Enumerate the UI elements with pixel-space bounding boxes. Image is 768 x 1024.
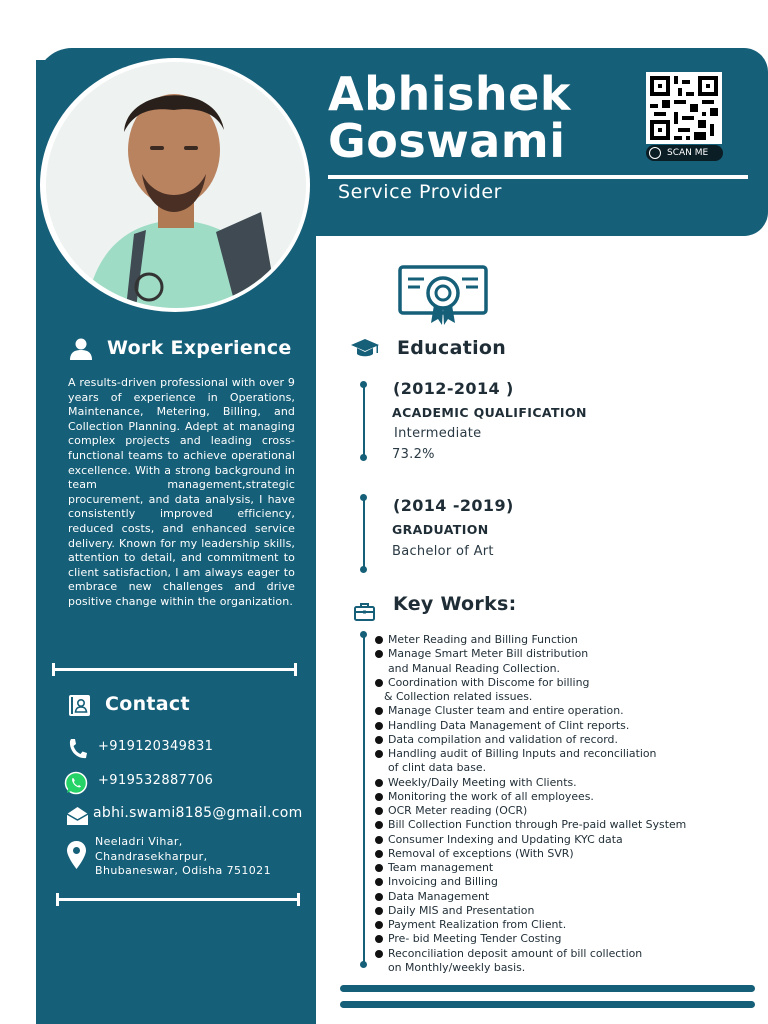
certificate-icon: [398, 265, 488, 327]
list-item: Handling audit of Billing Inputs and reconciliation: [374, 747, 754, 761]
divider-cap: [297, 893, 300, 906]
timeline-dot: [360, 381, 367, 388]
email-address[interactable]: abhi.swami8185@gmail.com: [93, 805, 303, 821]
profile-photo: [46, 62, 306, 308]
education-label: GRADUATION: [392, 522, 489, 537]
timeline-line: [363, 385, 365, 458]
divider-cap: [56, 893, 59, 906]
left-divider-bottom: [58, 898, 299, 901]
address-line: Bhubaneswar, Odisha 751021: [95, 864, 271, 877]
list-item: Manage Smart Meter Bill distribution: [374, 647, 754, 661]
address-line: Chandrasekharpur,: [95, 849, 208, 863]
briefcase-icon: [354, 602, 375, 621]
list-item: Bill Collection Function through Pre-paid wallet System: [374, 818, 754, 832]
key-works-title: Key Works:: [393, 593, 517, 615]
list-item: Team management: [374, 861, 754, 875]
list-item: Reconciliation deposit amount of bill collection: [374, 947, 754, 961]
timeline-dot: [360, 961, 367, 968]
list-item: Consumer Indexing and Updating KYC data: [374, 833, 754, 847]
timeline-dot: [360, 631, 367, 638]
list-item-continuation: of clint data base.: [388, 761, 487, 775]
first-name: Abhishek: [328, 67, 571, 121]
education-detail: Intermediate: [394, 426, 482, 441]
timeline-dot: [360, 494, 367, 501]
person-icon: [69, 338, 93, 360]
whatsapp-icon: [64, 771, 88, 795]
list-item: Data compilation and validation of record.: [374, 733, 754, 747]
education-years: (2014 -2019): [393, 496, 514, 515]
phone-icon: [67, 738, 87, 760]
whatsapp-number[interactable]: +919532887706: [98, 773, 214, 788]
education-years: (2012-2014 ): [393, 379, 514, 398]
address-line: Neeladri Vihar,: [95, 835, 183, 848]
list-item: Daily MIS and Presentation: [374, 904, 754, 918]
graduation-cap-icon: [350, 338, 380, 360]
list-item: Data Management: [374, 890, 754, 904]
list-item: Payment Realization from Client.: [374, 918, 754, 932]
timeline-line: [363, 636, 365, 964]
bottom-bar: [340, 1001, 755, 1008]
education-title: Education: [397, 337, 507, 359]
scan-me-badge: [646, 145, 723, 161]
job-role: Service Provider: [338, 181, 503, 203]
list-item: Weekly/Daily Meeting with Clients.: [374, 776, 754, 790]
education-detail: Bachelor of Art: [392, 544, 494, 559]
list-item: OCR Meter reading (OCR): [374, 804, 754, 818]
timeline-dot: [360, 566, 367, 573]
divider-cap: [294, 663, 297, 676]
divider-cap: [52, 663, 55, 676]
timeline-dot: [360, 454, 367, 461]
education-detail: 73.2%: [392, 447, 435, 462]
scan-me-label: SCAN ME: [667, 148, 709, 158]
list-item-continuation: on Monthly/weekly basis.: [388, 960, 526, 974]
list-item: Pre- bid Meeting Tender Costing: [374, 932, 754, 946]
envelope-icon: [66, 806, 89, 826]
list-item: Coordination with Discome for billing: [374, 676, 754, 690]
list-item: Meter Reading and Billing Function: [374, 633, 754, 647]
list-item: Monitoring the work of all employees.: [374, 790, 754, 804]
timeline-line: [363, 498, 365, 568]
contact-book-icon: [68, 694, 91, 717]
contact-title: Contact: [105, 693, 190, 715]
header-divider: [328, 175, 748, 179]
left-divider-top: [54, 668, 296, 671]
education-label: ACADEMIC QUALIFICATION: [392, 405, 587, 420]
qr-code-icon: [646, 72, 722, 144]
list-item-continuation: & Collection related issues.: [384, 690, 533, 703]
scan-pointer-icon: [649, 147, 661, 159]
work-summary: A results-driven professional with over 9 years of experience in Operations, Maintenance, Metering, Billing, and Collection Planning. Adept at managing complex projects and leading cross-functional teams to achieve operational excellence. With a strong background in team management,strategic procurement, and data analysis, I have consistently improved efficiency, reduced costs, and enhanced service delivery. Known for my leadership skills, attention to detail, and commitment to client satisfaction, I am always eager to embrace new challenges and drive positive change within the organization.: [68, 376, 295, 608]
phone-number[interactable]: +919120349831: [98, 739, 214, 754]
list-item: Handling Data Management of Clint reports.: [374, 719, 754, 733]
bottom-bar: [340, 985, 755, 992]
work-experience-title: Work Experience: [107, 337, 292, 359]
last-name: Goswami: [328, 114, 566, 168]
address-block: [95, 835, 271, 879]
list-item: Removal of exceptions (With SVR): [374, 847, 754, 861]
list-item: Manage Cluster team and entire operation.: [374, 704, 754, 718]
key-works-list: [374, 633, 754, 975]
location-pin-icon: [67, 841, 86, 869]
list-item: Invoicing and Billing: [374, 875, 754, 889]
list-item-continuation: and Manual Reading Collection.: [388, 661, 560, 675]
